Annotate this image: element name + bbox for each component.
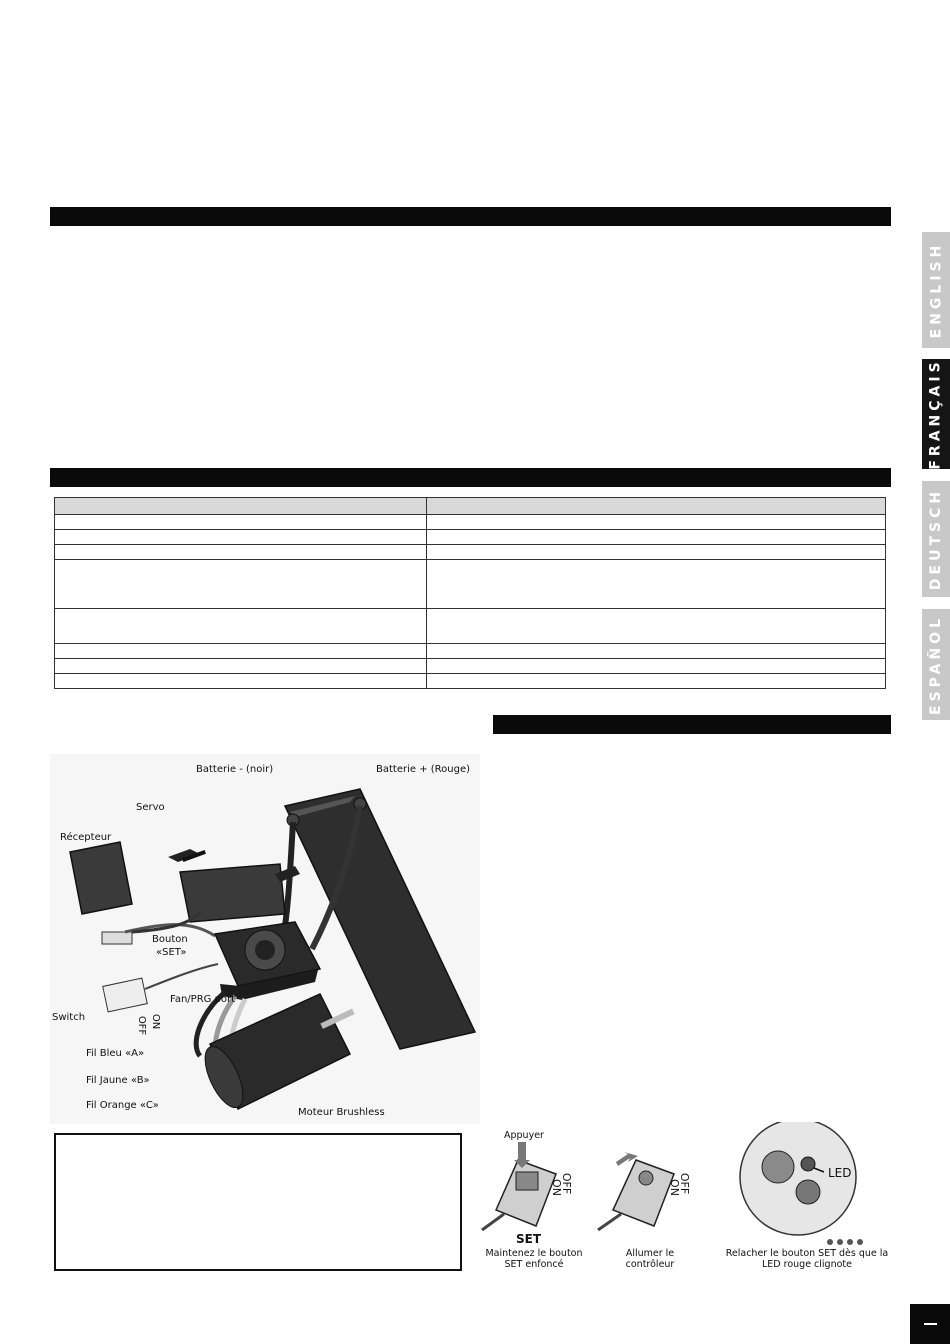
calibration-steps bbox=[478, 1122, 890, 1272]
label-on: ON bbox=[150, 1013, 162, 1030]
label-off: OFF bbox=[136, 1015, 148, 1036]
step3-caption-2: LED rouge clignote bbox=[762, 1259, 852, 1270]
page-number-dash bbox=[924, 1323, 937, 1325]
step2-off-label: OFF bbox=[678, 1172, 692, 1195]
spec-table bbox=[54, 497, 886, 689]
tab-espanol[interactable] bbox=[922, 609, 950, 720]
tab-francais[interactable] bbox=[922, 359, 950, 469]
tab-english-label: ENGLISH bbox=[928, 241, 945, 339]
label-servo: Servo bbox=[136, 802, 165, 813]
label-battery-positive: Batterie + (Rouge) bbox=[376, 764, 471, 775]
tab-deutsch-label: DEUTSCH bbox=[928, 487, 944, 591]
wiring-illustration bbox=[50, 754, 480, 1124]
label-wire-yellow: Fil Jaune «B» bbox=[86, 1075, 150, 1086]
step3-caption-1: Relacher le bouton SET dès que la bbox=[725, 1248, 889, 1259]
tab-espanol-label: ESPAÑOL bbox=[928, 614, 944, 715]
servo bbox=[168, 849, 300, 922]
step1-on-label: ON bbox=[549, 1179, 563, 1196]
tab-francais-label: FRANÇAIS bbox=[928, 358, 945, 470]
note-box bbox=[54, 1133, 462, 1271]
step1-device bbox=[482, 1142, 556, 1230]
brushless-motor bbox=[197, 994, 354, 1113]
table-row bbox=[55, 609, 886, 644]
step2-caption: Allumer le contrôleur bbox=[625, 1248, 675, 1270]
switch bbox=[103, 978, 148, 1012]
section-header-bar-1 bbox=[50, 207, 891, 226]
step3-device bbox=[740, 1122, 863, 1245]
label-receiver: Récepteur bbox=[60, 832, 112, 843]
step1-off-label: OFF bbox=[560, 1172, 574, 1195]
step2-on-label: ON bbox=[667, 1179, 681, 1196]
step1-set-label: SET bbox=[516, 1232, 542, 1246]
step1-caption-1: Maintenez le bouton bbox=[485, 1248, 583, 1259]
receiver bbox=[70, 842, 132, 944]
label-motor: Moteur Brushless bbox=[298, 1107, 385, 1118]
table-row bbox=[55, 530, 886, 545]
table-row bbox=[55, 674, 886, 689]
label-wire-blue: Fil Bleu «A» bbox=[86, 1048, 145, 1059]
tab-english[interactable] bbox=[922, 232, 950, 348]
label-fan-port: Fan/PRG port bbox=[170, 994, 236, 1005]
led-icon bbox=[801, 1157, 815, 1171]
tab-deutsch[interactable] bbox=[922, 481, 950, 597]
section-header-bar-2 bbox=[50, 468, 891, 487]
table-row bbox=[55, 659, 886, 674]
step2-device bbox=[598, 1152, 674, 1230]
table-row bbox=[55, 545, 886, 560]
label-set-button-2: «SET» bbox=[156, 947, 187, 958]
table-row bbox=[55, 644, 886, 659]
table-row bbox=[55, 560, 886, 609]
esc-controller bbox=[215, 922, 320, 1000]
table-header-row bbox=[55, 498, 886, 515]
wiring-diagram bbox=[50, 754, 480, 1124]
step1-caption-2: SET enfoncé bbox=[504, 1259, 564, 1270]
page-number-tab bbox=[910, 1304, 950, 1344]
step1-press-label: Appuyer bbox=[504, 1130, 544, 1141]
label-set-button-1: Bouton bbox=[152, 934, 188, 945]
label-wire-orange: Fil Orange «C» bbox=[86, 1100, 159, 1111]
label-switch: Switch bbox=[52, 1012, 86, 1023]
section-header-bar-3 bbox=[493, 715, 891, 734]
label-battery-negative: Batterie - (noir) bbox=[196, 764, 274, 775]
step3-led-label: LED bbox=[828, 1166, 852, 1180]
table-row bbox=[55, 515, 886, 530]
